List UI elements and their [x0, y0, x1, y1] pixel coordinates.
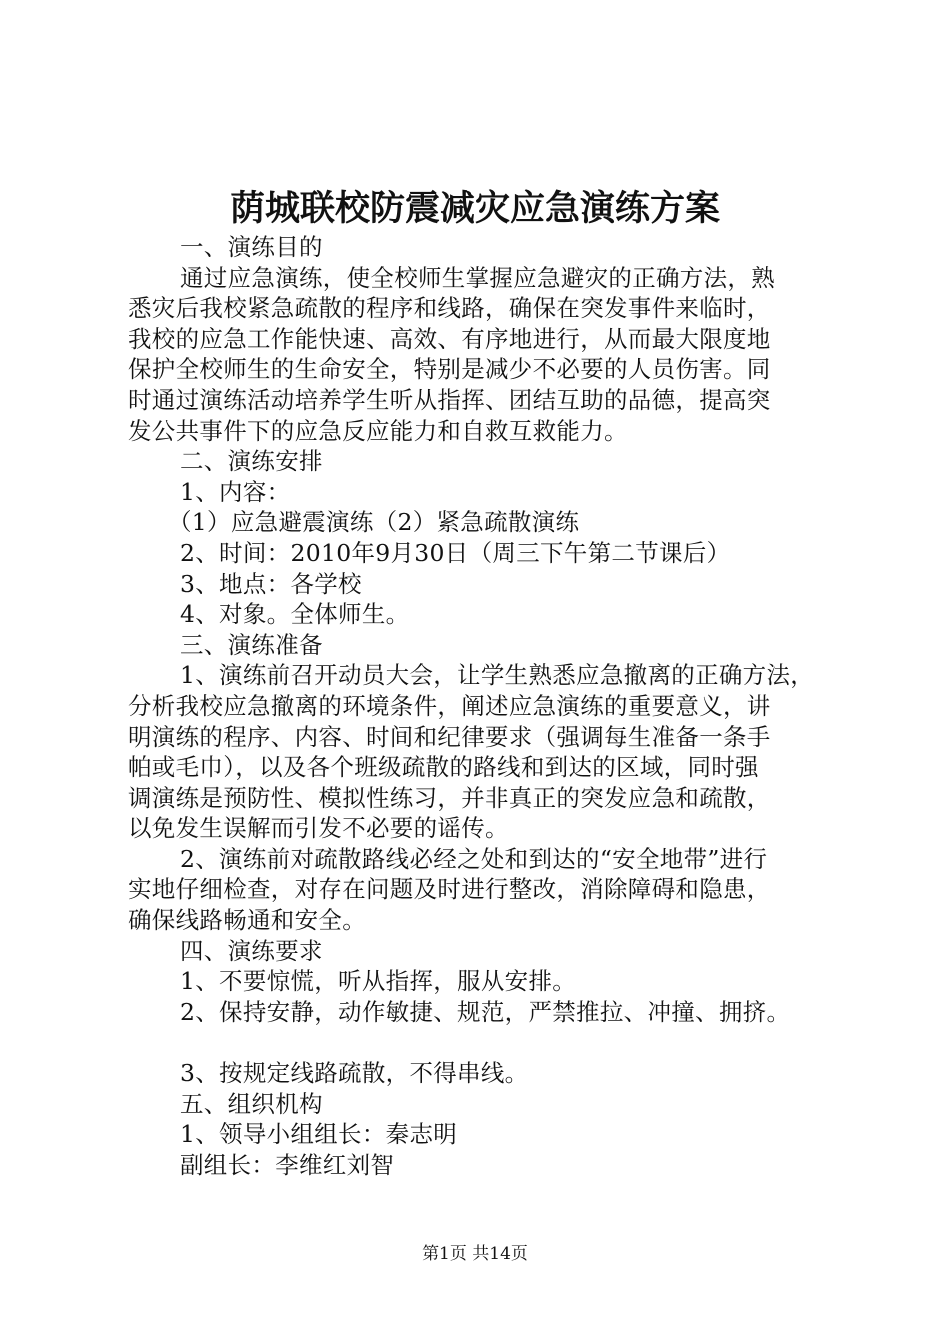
document-title: 荫城联校防震减灾应急演练方案: [229, 188, 720, 229]
paragraph-line: 悉灾后我校紧急疏散的程序和线路，确保在突发事件来临时，: [128, 294, 771, 323]
blank-line: [128, 1027, 833, 1058]
list-item: （1）应急避震演练（2）紧急疏散演练: [168, 508, 580, 537]
section-heading-organization: 五、组织机构: [180, 1089, 323, 1118]
section-heading-arrangement: 二、演练安排: [180, 447, 323, 476]
list-item: 3、地点：各学校: [180, 569, 362, 598]
paragraph-line: 实地仔细检查，对存在问题及时进行整改，消除障碍和隐患，: [128, 875, 771, 904]
paragraph-line: 分析我校应急撤离的环境条件，阐述应急演练的重要意义，讲: [128, 691, 771, 720]
paragraph-line: 我校的应急工作能快速、高效、有序地进行，从而最大限度地: [128, 324, 771, 353]
paragraph-line: 1、演练前召开动员大会，让学生熟悉应急撤离的正确方法，: [180, 661, 815, 690]
paragraph-line: 以免发生误解而引发不必要的谣传。: [128, 814, 509, 843]
list-item: 副组长：李维红刘智: [180, 1150, 395, 1179]
paragraph-line: 帕或毛巾），以及各个班级疏散的路线和到达的区域，同时强: [128, 753, 759, 782]
paragraph-line: 2、演练前对疏散路线必经之处和到达的“安全地带”进行: [180, 844, 768, 873]
paragraph-line: 发公共事件下的应急反应能力和自救互救能力。: [128, 416, 628, 445]
section-heading-purpose: 一、演练目的: [180, 233, 323, 261]
list-item: 3、按规定线路疏散，不得串线。: [180, 1059, 529, 1088]
list-item: 4、对象。全体师生。: [180, 600, 410, 629]
paragraph-line: 明演练的程序、内容、时间和纪律要求（强调每生准备一条手: [128, 722, 771, 751]
list-item: 2、保持安静，动作敏捷、规范，严禁推拉、冲撞、拥挤。: [180, 997, 791, 1026]
paragraph-line: 保护全校师生的生命安全，特别是减少不必要的人员伤害。同: [128, 355, 771, 384]
paragraph-line: 时通过演练活动培养学生听从指挥、团结互助的品德，提高突: [128, 385, 771, 414]
list-item: 1、领导小组组长：秦志明: [180, 1120, 458, 1149]
paragraph-line: 确保线路畅通和安全。: [128, 906, 366, 935]
list-item: 2、时间：2010年9月30日（周三下午第二节课后）: [180, 538, 731, 567]
paragraph-line: 调演练是预防性、模拟性练习，并非真正的突发应急和疏散，: [128, 783, 771, 812]
page-footer: 第1页 共14页: [422, 1244, 528, 1264]
document-body: [128, 232, 833, 1180]
paragraph-line: 通过应急演练，使全校师生掌握应急避灾的正确方法，熟: [180, 263, 775, 292]
section-heading-requirements: 四、演练要求: [180, 936, 323, 965]
list-item: 1、内容：: [180, 477, 291, 506]
section-heading-preparation: 三、演练准备: [180, 630, 323, 659]
list-item: 1、不要惊慌，听从指挥，服从安排。: [180, 967, 577, 996]
